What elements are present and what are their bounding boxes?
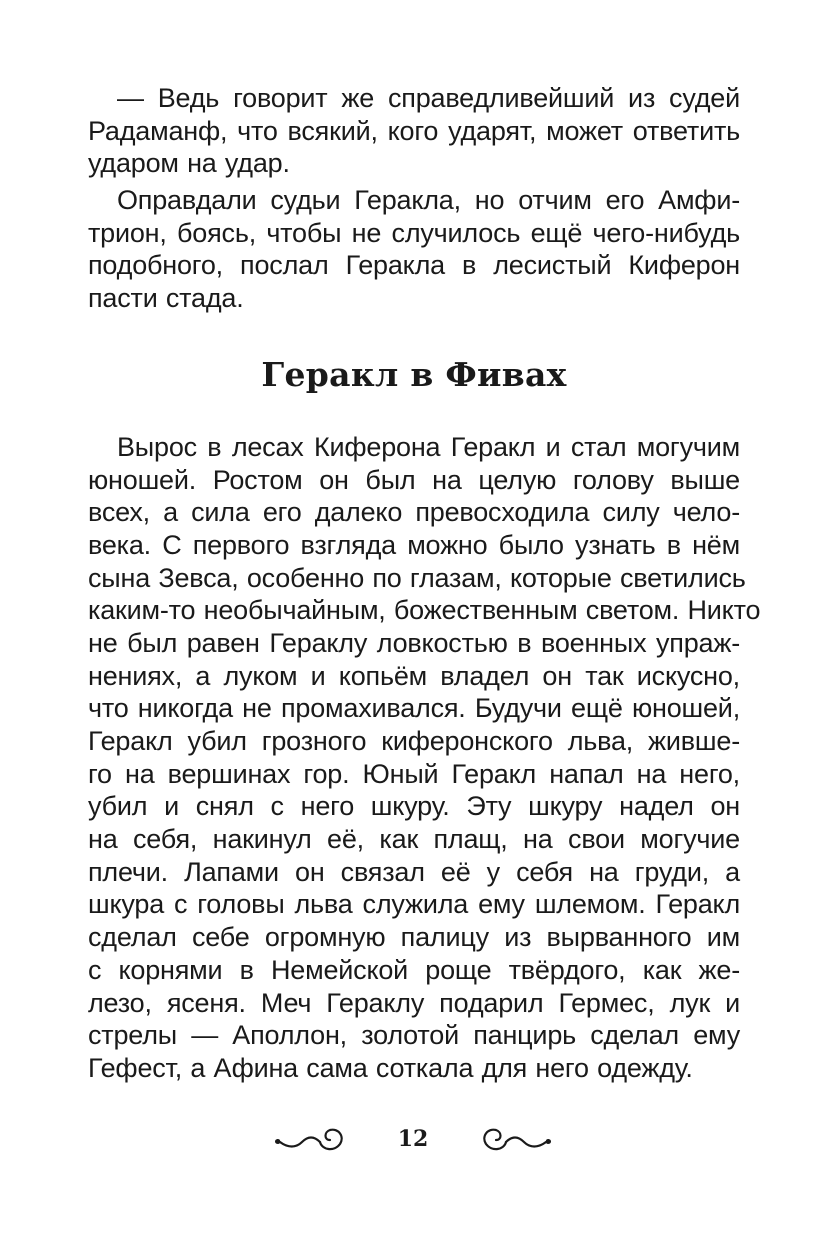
text-line: — Ведь говорит же справедливейший из судей xyxy=(117,83,740,113)
chapter-title: Геракл в Фивах xyxy=(261,354,567,394)
text-line: юношей. Ростом он был на целую голову выше xyxy=(88,464,740,495)
text-line: Геракл убил грозного киферонского льва, живше- xyxy=(88,726,740,756)
text-line: пасти стада. xyxy=(88,283,244,314)
paragraph-heracles-in-thebes xyxy=(88,431,761,1085)
text-line: стрелы — Аполлон, золотой панцирь сделал ему xyxy=(88,1020,740,1051)
paragraph-radamanthus xyxy=(88,82,740,180)
text-line: Радаманф, что всякий, кого ударят, может ответить xyxy=(88,115,740,146)
text-line: сделал себе огромную палицу из вырванного им xyxy=(88,922,740,953)
paragraph-acquittal xyxy=(88,184,740,315)
text-line: века. С первого взгляда можно было узнать в нём xyxy=(88,529,740,560)
text-line: трион, боясь, чтобы не случилось ещё чего-нибудь xyxy=(88,217,740,248)
text-line: не был равен Гераклу ловкостью в военных упраж- xyxy=(88,627,740,658)
text-line: на себя, накинул её, как плащ, на свои могучие xyxy=(88,824,740,855)
text-line: нениях, а луком и копьём владел он так искусно, xyxy=(88,660,740,691)
text-line: Гефест, а Афина сама соткала для него одежду. xyxy=(88,1052,693,1083)
text-line: ударом на удар. xyxy=(88,148,290,179)
text-line: плечи. Лапами он связал её у себя на груди, а xyxy=(88,856,740,887)
text-line: подобного, послал Геракла в лесистый Киферон xyxy=(88,250,740,281)
page-number: 12 xyxy=(397,1126,429,1152)
text-line: с корнями в Немейской роще твёрдого, как же- xyxy=(88,954,740,985)
text-line: лезо, ясеня. Меч Гераклу подарил Гермес, лук и xyxy=(88,987,740,1018)
text-line: каким-то необычайным, божественным светом. Никто xyxy=(88,595,761,626)
text-line: го на вершинах гор. Юный Геракл напал на него, xyxy=(88,758,740,789)
text-line: сына Зевса, особенно по глазам, которые светились xyxy=(88,562,746,593)
text-line: всех, а сила его далеко превосходила силу чело- xyxy=(88,497,740,528)
page-text xyxy=(88,82,761,1085)
text-line: что никогда не промахивался. Будучи ещё юношей, xyxy=(88,693,740,724)
text-line: шкура с головы льва служила ему шлемом. Геракл xyxy=(88,889,740,920)
flourish-ornament-icon xyxy=(270,1124,350,1156)
flourish-ornament-icon xyxy=(476,1124,556,1156)
text-line: убил и снял с него шкуру. Эту шкуру надел он xyxy=(88,791,740,822)
text-line: Оправдали судьи Геракла, но отчим его Амфи- xyxy=(117,185,740,216)
text-line: Вырос в лесах Киферона Геракл и стал могучим xyxy=(117,431,740,462)
page-footer xyxy=(0,1118,827,1168)
